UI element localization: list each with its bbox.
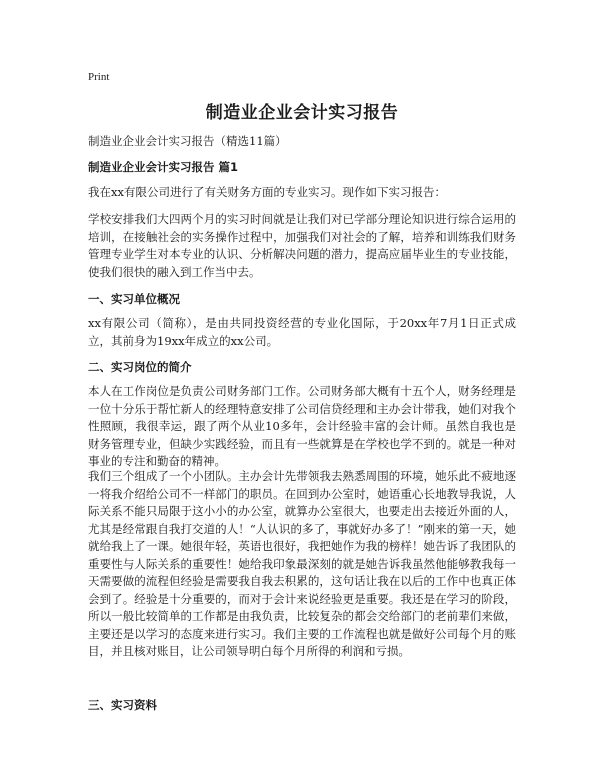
section-3-title: 三、实习资料 [88,698,157,712]
section-2-title: 二、实习岗位的简介 [88,360,192,374]
section-1-text: xx有限公司（简称），是由共同投资经营的专业化国际，于20xx年7月1日正式成立，其前身为19xx年成立的xx公司。 [88,316,516,348]
print-link[interactable]: Print [88,71,110,83]
section-2-paragraph-2: 我们三个组成了一个小团队。主办会计先带领我去熟悉周围的环境，她乐此不疲地逐一将我介绍给公司不一样部门的职员。在回到办公室时，她语重心长地教导我说，人际关系不能只局限于这小小的办公室，就算办公室很大，也要走出去接近外面的人，尤其是经常跟自我打交道的人！“人认识的多了，事就好办多了！”刚来的第一天，她就给我上了一课。她很年轻，英语也很好，我把她作为我的榜样！她告诉了我团队的重要性与人际关系的重要性！她给我印象最深刻的就是她告诉我虽然他能够教我每一天需要做的流程但经验是需要我自我去积累的，这句话让我在以后的工作中也真正体会到了。经验是十分重要的，而对于会计来说经验更是重要。我还是在学习的阶段，所以一般比较简单的工作都是由我负责，比较复杂的都会交给部门的老前辈们来做，主要还是以学习的态度来进行实习。我们主要的工作流程也就是做好公司每个月的账目，并且核对账目，让公司领导明白每个月所得的利润和亏损。 [88,469,516,658]
intro-paragraph: 我在xx有限公司进行了有关财务方面的专业实习。现作如下实习报告： [88,185,446,199]
document-subtitle: 制造业企业会计实习报告（精选11篇） [88,134,287,148]
section-2-paragraph-1: 本人在工作岗位是负责公司财务部门工作。公司财务部大概有十五个人，财务经理是一位十分乐于帮忙新人的经理特意安排了公司信贷经理和主办会计带我，她们对我个性照顾，我很幸运，跟了两个从业10多年，会计经验丰富的会计师。虽然自我也是财务管理专业，但缺少实践经验，而且有一些就算是在学校也学不到的。就是一种对事业的专注和勤奋的精神。 [88,384,516,468]
section-1-title: 一、实习单位概况 [88,292,180,306]
article-heading: 制造业企业会计实习报告 篇1 [88,160,239,174]
paragraph-1: 学校安排我们大四两个月的实习时间就是让我们对已学部分理论知识进行综合运用的培训，在接触社会的实务操作过程中，加强我们对社会的了解，培养和训练我们财务管理专业学生对本专业的认识、分析解决问题的潜力，提高应届毕业生的专业技能，使我们很快的融入到工作当中去。 [88,212,516,279]
page-title: 制造业企业会计实习报告 [205,103,399,123]
